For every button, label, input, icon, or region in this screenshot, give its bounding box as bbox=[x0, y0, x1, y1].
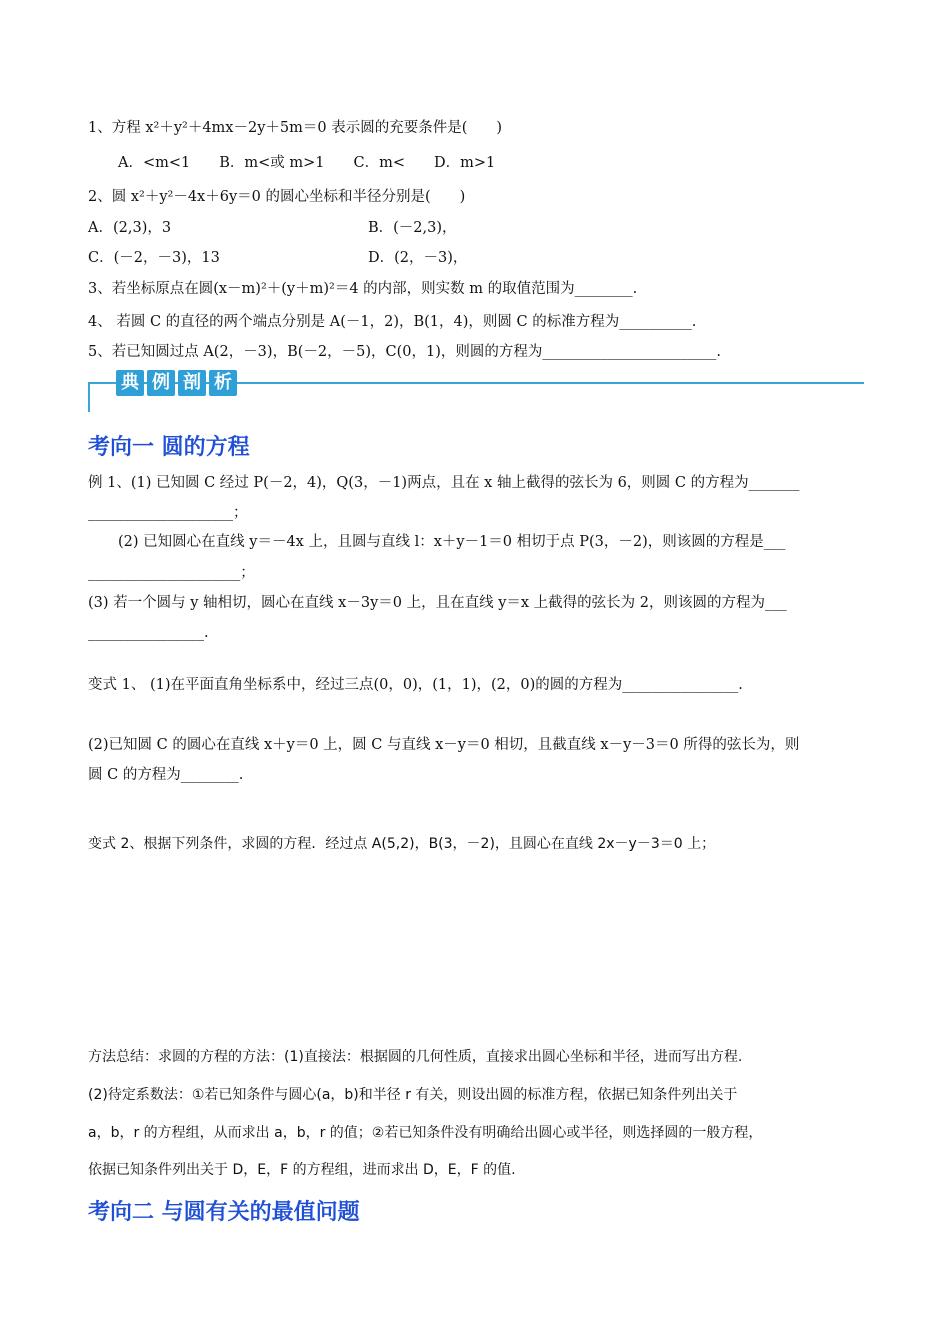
question-1: 1、方程 x²＋y²＋4mx－2y＋5m＝0 表示圆的充要条件是( ) bbox=[88, 120, 503, 136]
banner-char: 剖 bbox=[178, 370, 206, 396]
variant-2: 变式 2、根据下列条件，求圆的方程．经过点 A(5,2)，B(3，－2)，且圆心在直线 2x－y－3＝0 上； bbox=[88, 836, 716, 852]
variant-1-part-1: 变式 1、 (1)在平面直角坐标系中，经过三点(0，0)，(1，1)，(2，0)的圆的方程为________________. bbox=[88, 677, 743, 693]
section-2-title: 考向二 与圆有关的最值问题 bbox=[88, 1200, 360, 1225]
example-1-part-2-blank: _____________________； bbox=[88, 565, 255, 581]
variant-1-part-2-cont: 圆 C 的方程为________. bbox=[88, 767, 244, 783]
variant-1-part-2: (2)已知圆 C 的圆心在直线 x＋y＝0 上，圆 C 与直线 x－y＝0 相切，且截直线 x－y－3＝0 所得的弦长为，则 bbox=[88, 737, 800, 753]
question-2-option-d: D．(2，－3)， bbox=[368, 250, 468, 266]
method-summary-4: 依据已知条件列出关于 D，E，F 的方程组，进而求出 D，E，F 的值. bbox=[88, 1162, 516, 1178]
banner-char: 例 bbox=[147, 370, 175, 396]
banner-tiles bbox=[116, 370, 237, 396]
method-summary-2: (2)待定系数法：①若已知条件与圆心(a，b)和半径 r 有关，则设出圆的标准方程，依据已知条件列出关于 bbox=[88, 1087, 738, 1103]
question-4: 4、 若圆 C 的直径的两个端点分别是 A(－1，2)，B(1，4)，则圆 C 的标准方程为__________. bbox=[88, 314, 697, 330]
method-summary-1: 方法总结：求圆的方程的方法：(1)直接法：根据圆的几何性质，直接求出圆心坐标和半径，进而写出方程. bbox=[88, 1049, 743, 1065]
question-2: 2、圆 x²＋y²－4x＋6y＝0 的圆心坐标和半径分别是( ) bbox=[88, 189, 466, 205]
question-1-options: A．<m<1 B．m<或 m>1 C．m< D．m>1 bbox=[118, 155, 496, 171]
banner-left-bar bbox=[88, 382, 90, 412]
section-1-title: 考向一 圆的方程 bbox=[88, 435, 250, 460]
question-5: 5、若已知圆过点 A(2，－3)，B(－2，－5)，C(0，1)，则圆的方程为________________________. bbox=[88, 344, 721, 360]
example-1-part-3-blank: ________________. bbox=[88, 625, 209, 641]
banner-char: 析 bbox=[209, 370, 237, 396]
section-banner bbox=[88, 368, 864, 412]
banner-char: 典 bbox=[116, 370, 144, 396]
question-2-option-c: C．(－2，－3)，13 bbox=[88, 250, 220, 266]
question-2-option-a: A．(2,3)，3 bbox=[88, 220, 172, 236]
example-1-part-3: (3) 若一个圆与 y 轴相切，圆心在直线 x－3y＝0 上，且在直线 y＝x 上截得的弦长为 2，则该圆的方程为___ bbox=[88, 595, 787, 611]
example-1-part-1: 例 1、(1) 已知圆 C 经过 P(－2，4)，Q(3，－1)两点，且在 x 轴上截得的弦长为 6，则圆 C 的方程为_______ bbox=[88, 475, 800, 491]
method-summary-3: a，b，r 的方程组，从而求出 a，b，r 的值；②若已知条件没有明确给出圆心或半径，则选择圆的一般方程， bbox=[88, 1125, 763, 1141]
question-2-option-b: B．(－2,3)， bbox=[368, 220, 457, 236]
example-1-part-1-blank: ____________________； bbox=[88, 505, 248, 521]
question-3: 3、若坐标原点在圆(x－m)²＋(y＋m)²＝4 的内部，则实数 m 的取值范围为________. bbox=[88, 281, 638, 297]
example-1-part-2: (2) 已知圆心在直线 y＝－4x 上，且圆与直线 l：x＋y－1＝0 相切于点 P(3，－2)，则该圆的方程是___ bbox=[118, 534, 786, 550]
